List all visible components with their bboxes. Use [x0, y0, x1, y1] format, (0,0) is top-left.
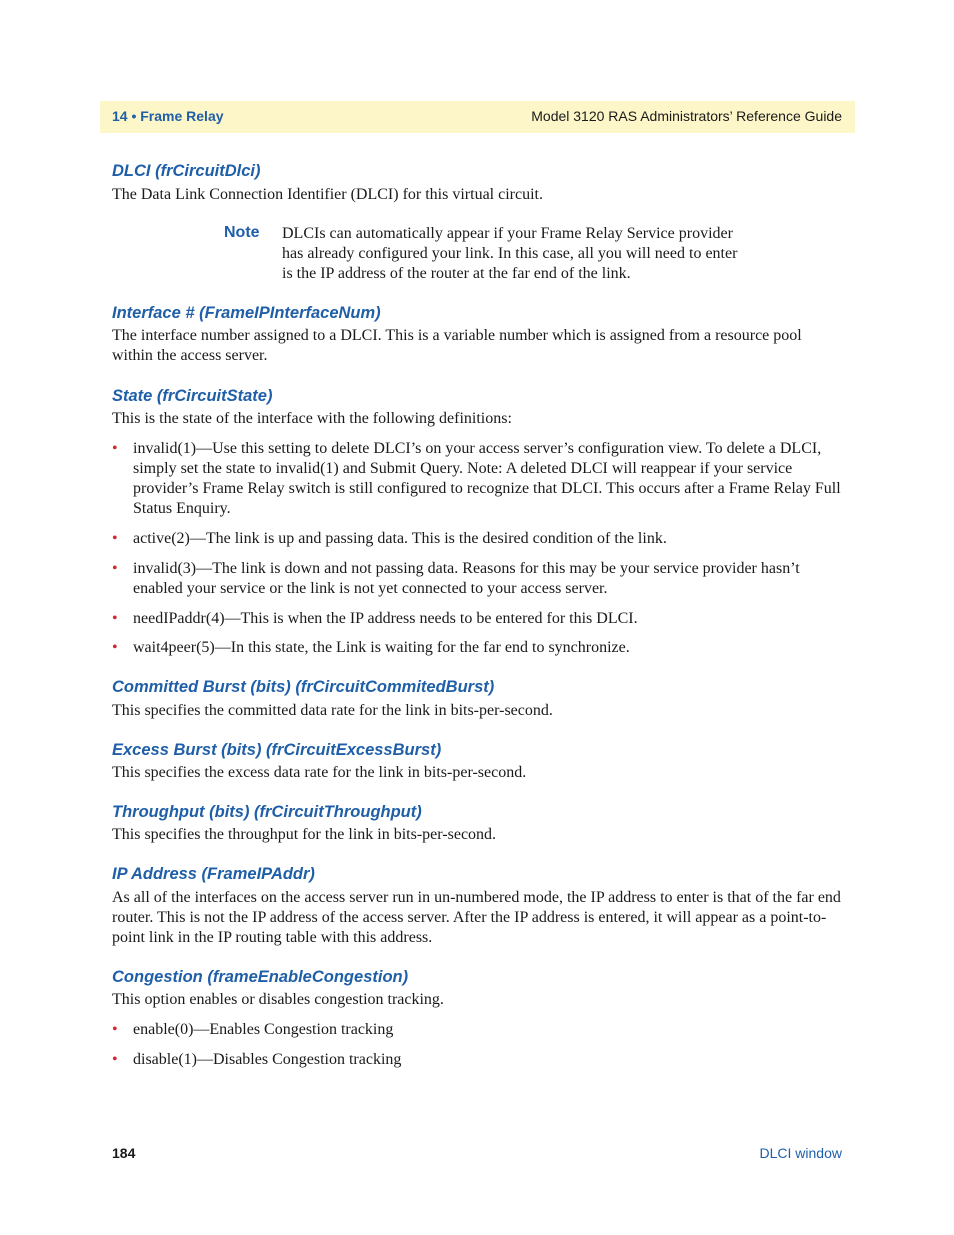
heading-excess-burst: Excess Burst (bits) (frCircuitExcessBurst) [112, 741, 442, 759]
heading-throughput: Throughput (bits) (frCircuitThroughput) [112, 803, 422, 821]
bullet-icon: • [112, 530, 118, 547]
bullet-icon: • [112, 639, 118, 656]
note-label: Note [224, 224, 260, 241]
heading-interface: Interface # (FrameIPInterfaceNum) [112, 304, 381, 322]
guide-title: Model 3120 RAS Administrators’ Reference Guide [531, 108, 842, 124]
note-text: DLCIs can automatically appear if your Frame Relay Service provider has already configured your link. In this case, all you will need to enter is the IP address of the router at the far end of the link. [282, 225, 738, 282]
bullet-icon: • [112, 560, 118, 577]
bullet-icon: • [112, 440, 118, 457]
heading-congestion: Congestion (frameEnableCongestion) [112, 968, 409, 986]
running-header [100, 101, 855, 133]
body-throughput: This specifies the throughput for the link in bits-per-second. [112, 826, 497, 843]
bullet-icon: • [112, 1051, 118, 1068]
body-ip-address: As all of the interfaces on the access server run in un-numbered mode, the IP address to enter is that of the far end router. This is not the IP address of the access server. After the IP address is entered, it will appear as a point-to-point link in the IP routing table with this address. [112, 889, 841, 946]
body-state: This is the state of the interface with the following definitions: [112, 410, 512, 427]
bullet-icon: • [112, 1021, 118, 1038]
body-dlci: The Data Link Connection Identifier (DLCI) for this virtual circuit. [112, 186, 543, 203]
body-committed-burst: This specifies the committed data rate for the link in bits-per-second. [112, 702, 553, 719]
page-number: 184 [112, 1145, 136, 1161]
heading-dlci: DLCI (frCircuitDlci) [112, 162, 261, 180]
body-excess-burst: This specifies the excess data rate for the link in bits-per-second. [112, 764, 527, 781]
heading-committed-burst: Committed Burst (bits) (frCircuitCommitedBurst) [112, 678, 495, 696]
footer-section-name: DLCI window [759, 1145, 842, 1161]
heading-ip-address: IP Address (FrameIPAddr) [112, 865, 315, 883]
bullet-icon: • [112, 610, 118, 627]
body-congestion: This option enables or disables congestion tracking. [112, 991, 444, 1008]
heading-state: State (frCircuitState) [112, 387, 273, 405]
chapter-title: 14 • Frame Relay [112, 108, 224, 124]
body-interface: The interface number assigned to a DLCI. This is a variable number which is assigned from a resource pool within the access server. [112, 327, 802, 364]
